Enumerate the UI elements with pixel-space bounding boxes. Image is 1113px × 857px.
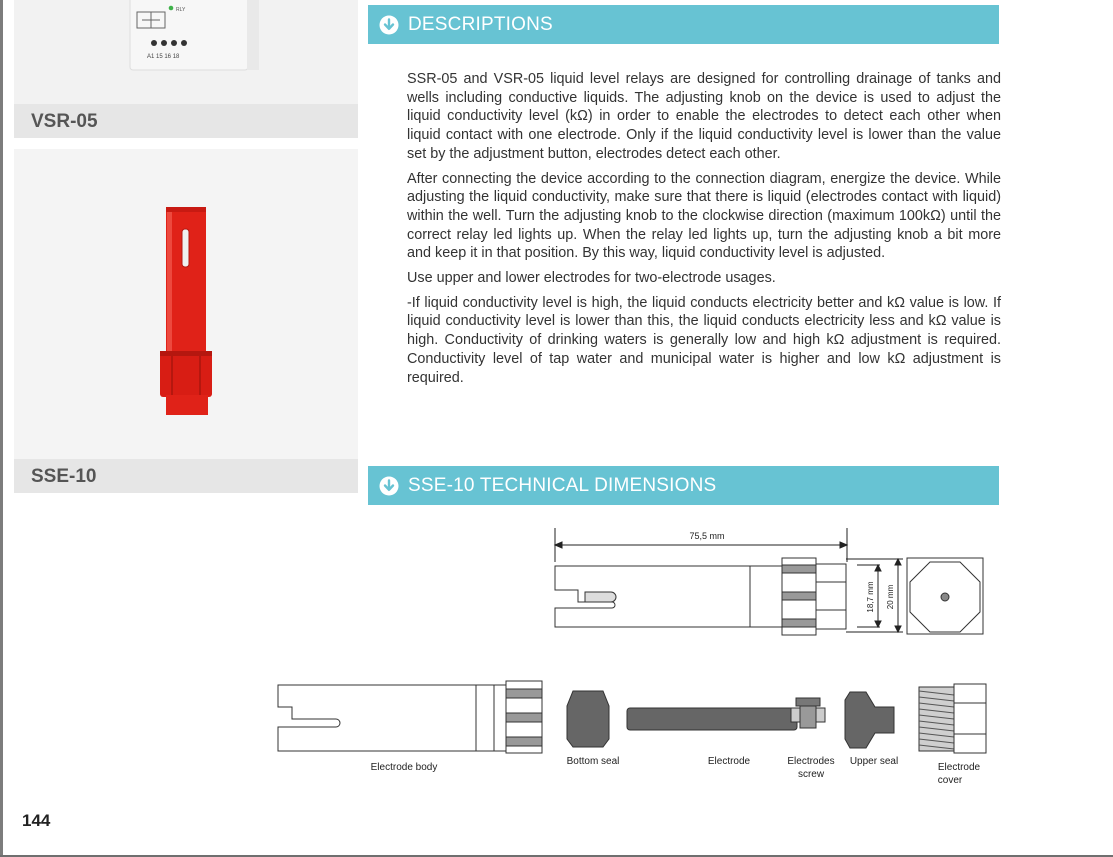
bottom-seal-part xyxy=(567,691,609,747)
product-label-sse10 xyxy=(14,459,358,493)
description-paragraph: After connecting the device according to the connection diagram, energize the device. While adjusting the liquid conductivity, make sure that there is liquid (electrodes contact with liquid) within the well. Turn the adjusting knob to the clockwise direction (maximum 100kΩ) until the correct relay led lights up. When the relay led lights up, turn the adjusting knob a bit more and keep it in that position. By this way, liquid conductivity level is adjusted. xyxy=(407,170,1001,262)
description-paragraph: -If liquid conductivity level is high, the liquid conducts electricity better and kΩ value is low. If liquid conductivity level is lower than this, the liquid conducts electricity less and kΩ value is high. Conductivity of drinking waters is generally low and high kΩ adjustment is required. Conductivity level of tap water and municipal water is higher and low kΩ adjustment is required. xyxy=(407,294,1001,386)
part-label-electrodes-screw-line2: screw xyxy=(797,769,825,780)
part-label-electrode-body: Electrode body xyxy=(370,762,438,773)
section-title: SSE-10 TECHNICAL DIMENSIONS xyxy=(408,474,717,496)
electrode-slot xyxy=(182,229,189,267)
assembled-electrode-view xyxy=(555,558,846,635)
descriptions-header xyxy=(368,5,999,44)
description-paragraph: SSR-05 and VSR-05 liquid level relays are designed for controlling drainage of tanks and wells including conductive liquids. The adjusting knob on the device is used to adjust the liquid conductivity level (kΩ) in order to enable the electrodes to detect each other when liquid contact with one electrode. Only if the liquid conductivity level is lower than the value set by the adjustment button, electrodes detect each other. xyxy=(407,71,1001,162)
part-label-upper-seal: Upper seal xyxy=(849,756,899,767)
product-name: VSR-05 xyxy=(31,111,98,132)
end-view xyxy=(907,558,983,634)
led-label: RLY xyxy=(176,7,186,13)
description-paragraph: Use upper and lower electrodes for two-electrode usages. xyxy=(407,270,776,287)
arrow-down-circle-icon xyxy=(379,15,399,35)
vsr05-image-card xyxy=(14,0,358,104)
electrode-rod-part xyxy=(627,708,797,730)
technical-drawing xyxy=(0,510,1113,800)
relay-led-icon xyxy=(169,6,174,11)
electrode-nut xyxy=(160,351,212,397)
vsr05-device-image xyxy=(14,0,358,104)
length-label: 75,5 mm xyxy=(689,531,725,541)
upper-seal-part xyxy=(845,692,894,748)
product-label-vsr05 xyxy=(14,104,358,138)
part-label-electrode-cover-line2: cover xyxy=(937,775,963,786)
inner-diameter-label: 18,7 mm xyxy=(866,581,875,613)
electrode-tip xyxy=(166,395,208,415)
sse10-electrode-image xyxy=(14,149,358,459)
arrow-down-circle-icon xyxy=(379,476,399,496)
dimensions-header xyxy=(368,466,999,505)
part-label-bottom-seal: Bottom seal xyxy=(566,756,620,767)
product-name: SSE-10 xyxy=(31,466,97,487)
descriptions-body xyxy=(407,70,1001,393)
outer-diameter-label: 20 mm xyxy=(886,584,895,610)
terminal-labels: A1 15 16 18 xyxy=(147,54,180,60)
part-label-electrodes-screw-line1: Electrodes xyxy=(787,756,835,767)
page-number: 144 xyxy=(22,811,51,830)
part-label-electrode: Electrode xyxy=(707,756,751,767)
device-side xyxy=(247,0,259,70)
electrode-cover-part xyxy=(919,684,986,753)
electrode-body-part xyxy=(278,681,542,753)
section-title: DESCRIPTIONS xyxy=(408,13,553,35)
sse10-image-card xyxy=(14,149,358,459)
part-label-electrode-cover-line1: Electrode xyxy=(937,762,981,773)
